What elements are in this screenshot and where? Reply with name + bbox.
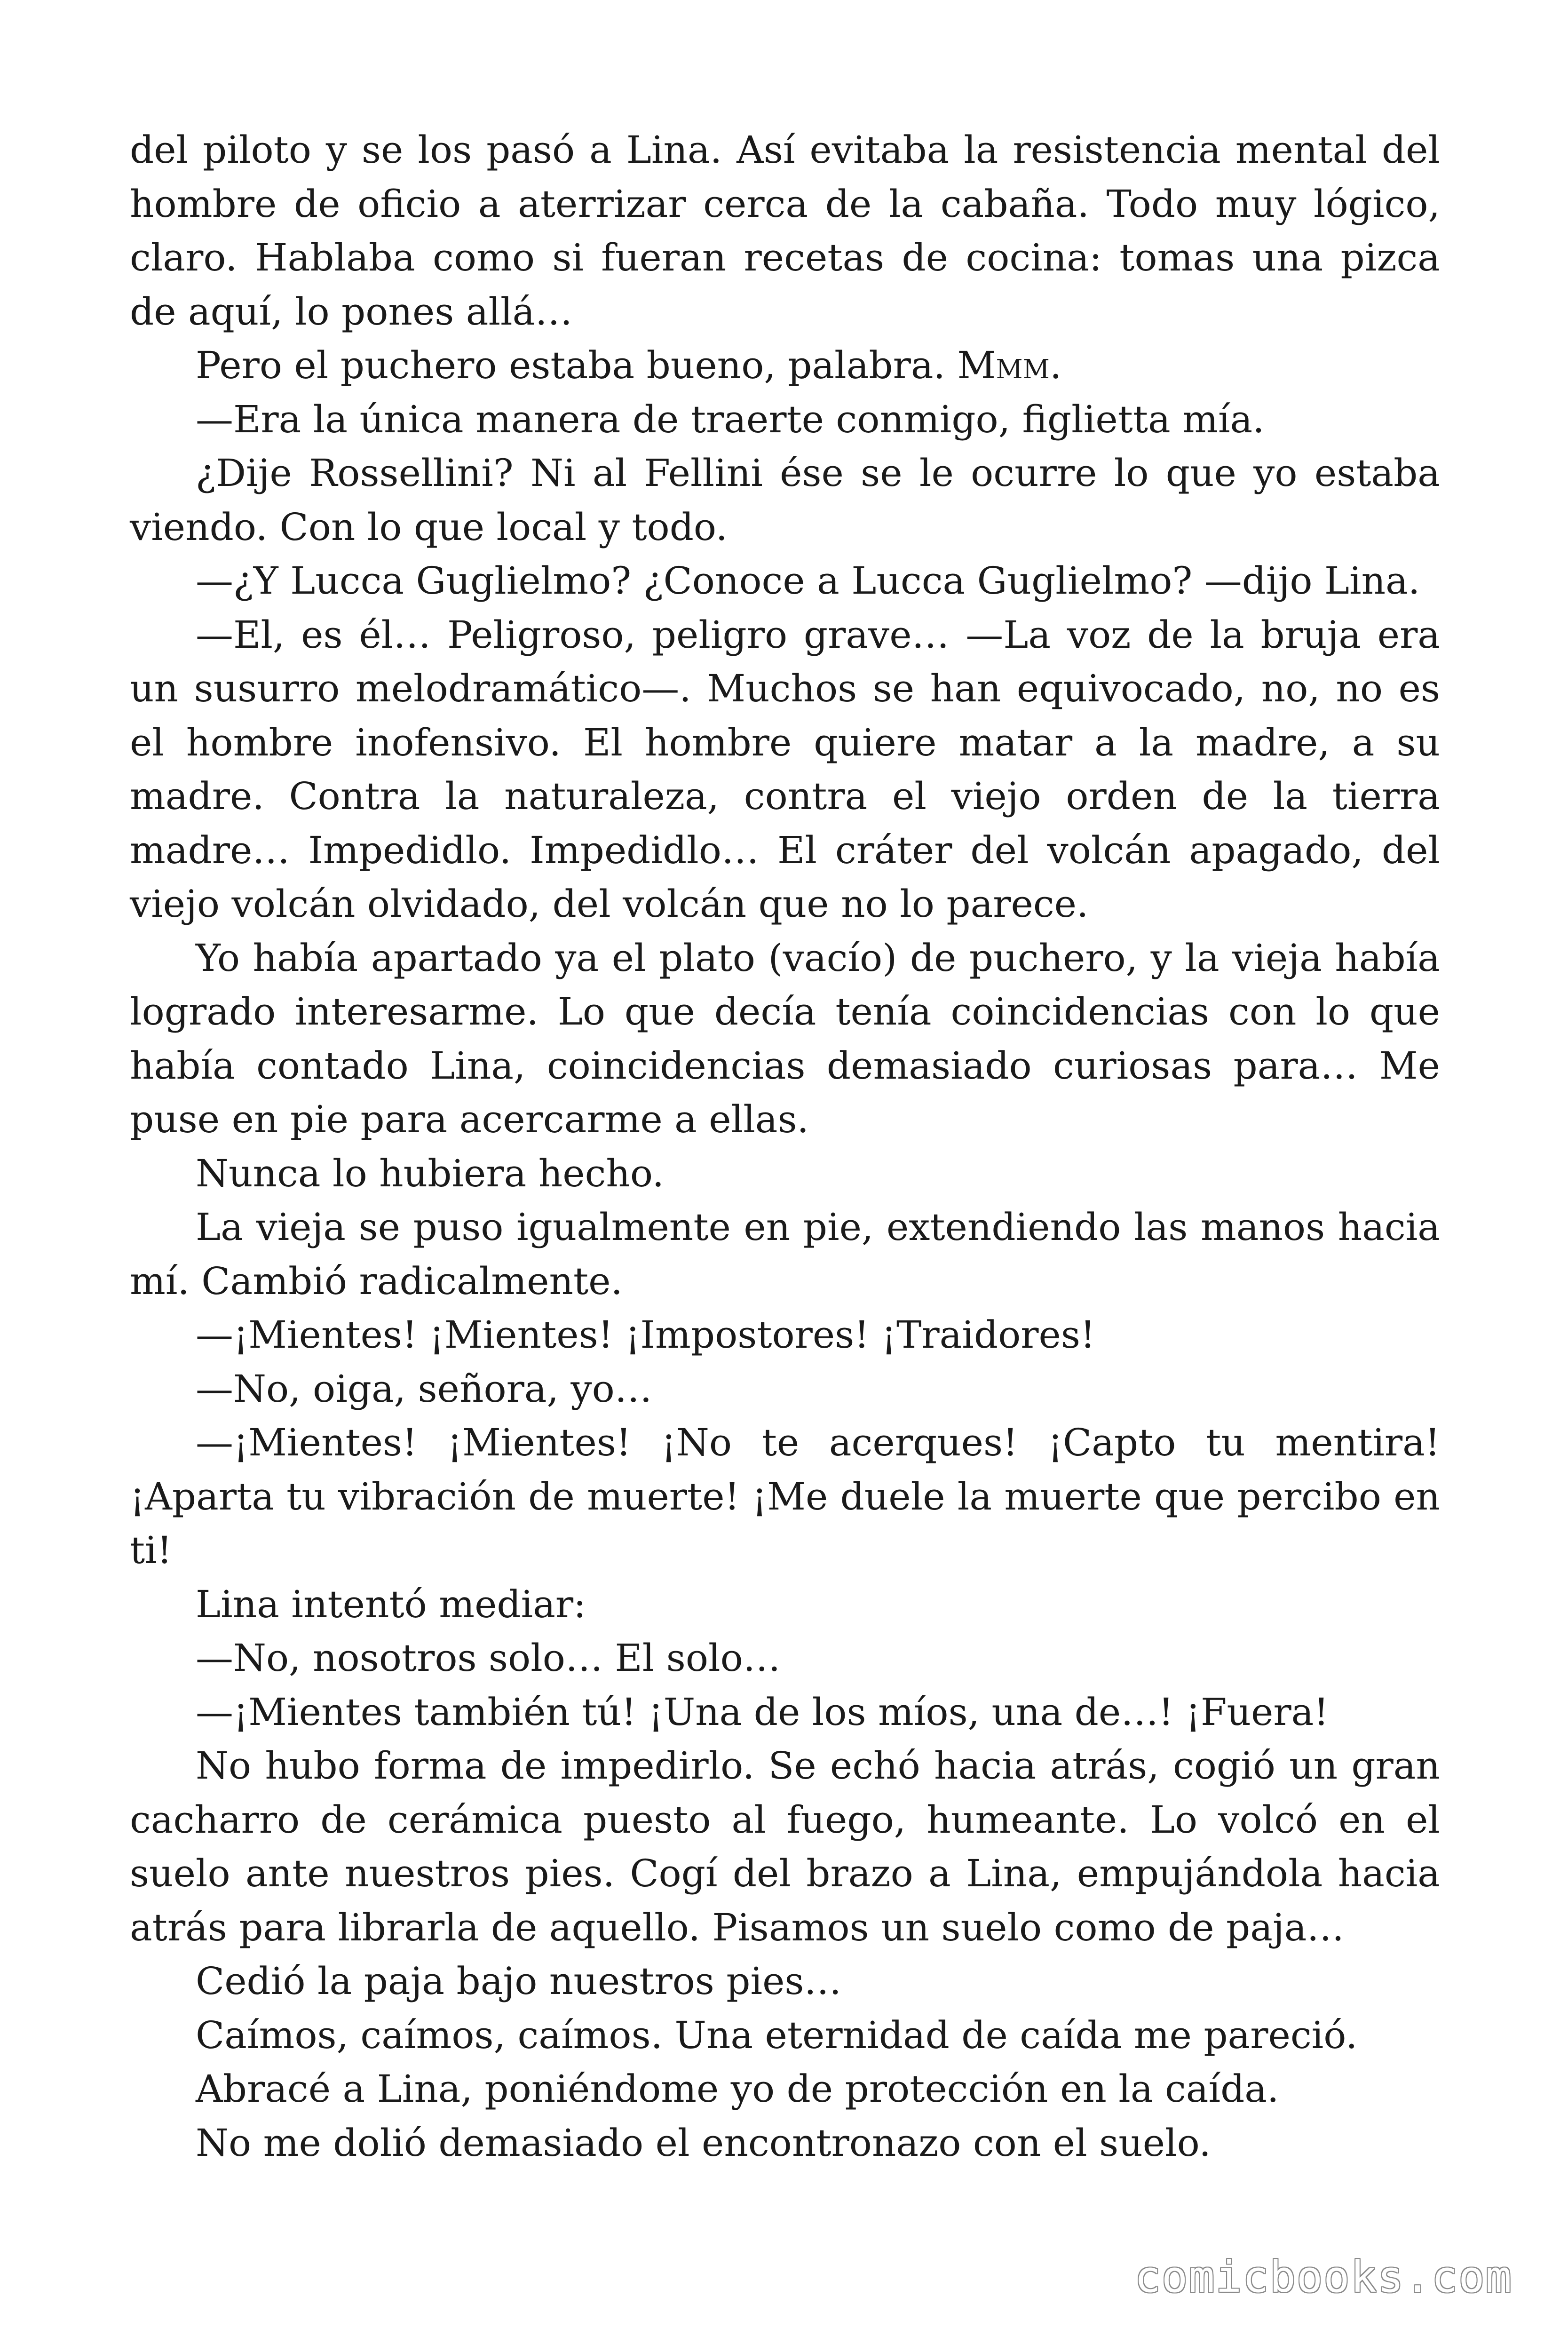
paragraph-20: No me dolió demasiado el encontronazo con el suelo. (196, 2121, 1211, 2165)
watermark: comicbooks.com (1134, 2252, 1513, 2302)
paragraph-6: —El, es él… Peligroso, peligro grave… —La voz de la bruja era un susurro melodramático—. Muchos se han equivocado, no, no es el hombre inofensivo. El hombre quiere matar a la madre, a su madre. Contra la naturaleza, contra el viejo orden de la tierra madre… Impedidlo. Impedidlo… El cráter del volcán apagado, del viejo volcán olvidado, del volcán que no lo parece. (130, 612, 1440, 926)
paragraph-2 (130, 339, 1440, 393)
body-text (130, 123, 1440, 2170)
interjection: Mmm. (957, 343, 1062, 387)
paragraph-4: ¿Dije Rossellini? Ni al Fellini ése se le ocurre lo que yo estaba viendo. Con lo que local y todo. (130, 451, 1440, 549)
paragraph-12: —¡Mientes! ¡Mientes! ¡No te acerques! ¡Capto tu mentira! ¡Aparta tu vibración de muerte! ¡Me duele la muerte que percibo en ti! (130, 1421, 1440, 1572)
paragraph-1: del piloto y se los pasó a Lina. Así evitaba la resistencia mental del hombre de oficio a aterrizar cerca de la cabaña. Todo muy lógico, claro. Hablaba como si fueran recetas de cocina: tomas una pizca de aquí, lo pones allá… (130, 128, 1440, 334)
paragraph-2-text: Pero el puchero estaba bueno, palabra. (196, 343, 945, 387)
paragraph-15: —¡Mientes también tú! ¡Una de los míos, una de…! ¡Fuera! (196, 1690, 1329, 1734)
paragraph-7: Yo había apartado ya el plato (vacío) de puchero, y la vieja había logrado interesarme. Lo que decía tenía coincidencias con lo que había contado Lina, coincidencias demasiado curiosas para… Me puse en pie para acercarme a ellas. (130, 936, 1440, 1141)
paragraph-19: Abracé a Lina, poniéndome yo de protección en la caída. (196, 2067, 1279, 2111)
paragraph-5: —¿Y Lucca Guglielmo? ¿Conoce a Lucca Guglielmo? —dijo Lina. (196, 559, 1420, 603)
paragraph-3: —Era la única manera de traerte conmigo, figlietta mía. (196, 397, 1265, 441)
paragraph-16: No hubo forma de impedirlo. Se echó hacia atrás, cogió un gran cacharro de cerámica puesto al fuego, humeante. Lo volcó en el suelo ante nuestros pies. Cogí del brazo a Lina, empujándola hacia atrás para librarla de aquello. Pisamos un suelo como de paja… (130, 1744, 1440, 1949)
paragraph-13: Lina intentó mediar: (196, 1582, 586, 1626)
paragraph-18: Caímos, caímos, caímos. Una eternidad de caída me pareció. (196, 2013, 1358, 2057)
paragraph-8: Nunca lo hubiera hecho. (196, 1151, 665, 1195)
paragraph-11: —No, oiga, señora, yo… (196, 1367, 652, 1411)
paragraph-9: La vieja se puso igualmente en pie, extendiendo las manos hacia mí. Cambió radicalmente. (130, 1205, 1440, 1303)
paragraph-17: Cedió la paja bajo nuestros pies… (196, 1959, 842, 2003)
paragraph-14: —No, nosotros solo… El solo… (196, 1636, 781, 1680)
paragraph-10: —¡Mientes! ¡Mientes! ¡Impostores! ¡Traidores! (196, 1313, 1096, 1357)
